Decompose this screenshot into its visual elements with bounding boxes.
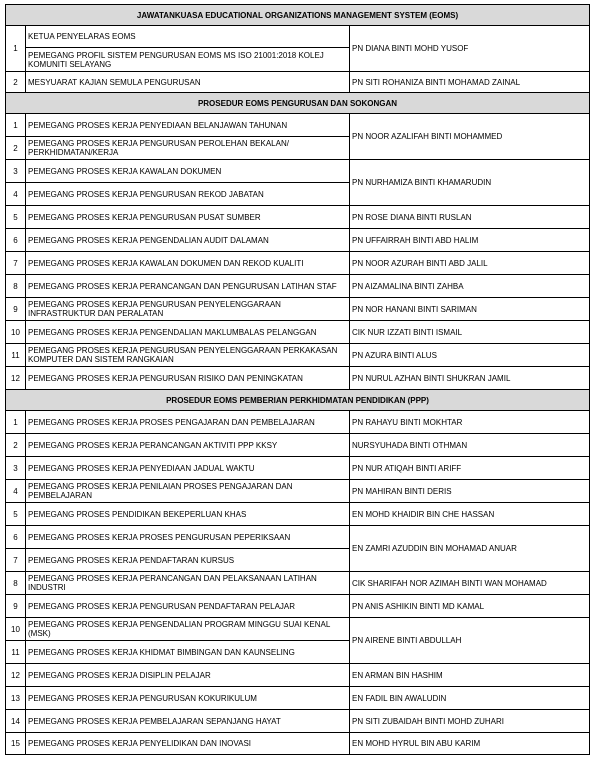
row-number: 3 (6, 457, 26, 480)
task-cell: PEMEGANG PROSES KERJA PENGURUSAN PUSAT SUMBER (26, 206, 350, 229)
row-number: 7 (6, 549, 26, 572)
person-cell: PN NOOR AZALIFAH BINTI MOHAMMED (350, 114, 590, 160)
person-cell: EN ZAMRI AZUDDIN BIN MOHAMAD ANUAR (350, 526, 590, 572)
person-cell: EN MOHD KHAIDIR BIN CHE HASSAN (350, 503, 590, 526)
person-cell: PN NURHAMIZA BINTI KHAMARUDIN (350, 160, 590, 206)
person-cell: PN NURUL AZHAN BINTI SHUKRAN JAMIL (350, 367, 590, 390)
table-row (6, 710, 590, 733)
row-number: 2 (6, 72, 26, 93)
table-row (6, 434, 590, 457)
person-cell: PN RAHAYU BINTI MOKHTAR (350, 411, 590, 434)
row-number: 10 (6, 618, 26, 641)
person-cell: PN ANIS ASHIKIN BINTI MD KAMAL (350, 595, 590, 618)
person-cell: CIK SHARIFAH NOR AZIMAH BINTI WAN MOHAMAD (350, 572, 590, 595)
row-number: 9 (6, 595, 26, 618)
person-cell: PN DIANA BINTI MOHD YUSOF (350, 26, 590, 72)
row-number: 1 (6, 114, 26, 137)
task-cell: PEMEGANG PROSES KERJA PERANCANGAN AKTIVITI PPP KKSY (26, 434, 350, 457)
task-cell: PEMEGANG PROSES KERJA DISIPLIN PELAJAR (26, 664, 350, 687)
task-cell: PEMEGANG PROSES KERJA PROSES PENGAJARAN DAN PEMBELAJARAN (26, 411, 350, 434)
row-number: 1 (6, 411, 26, 434)
row-number: 12 (6, 664, 26, 687)
row-number: 6 (6, 526, 26, 549)
task-cell: PEMEGANG PROSES KERJA PERANCANGAN DAN PELAKSANAAN LATIHAN INDUSTRI (26, 572, 350, 595)
table-row (6, 206, 590, 229)
row-number: 4 (6, 480, 26, 503)
task-cell: PEMEGANG PROSES KERJA PENDAFTARAN KURSUS (26, 549, 350, 572)
person-cell: PN SITI ZUBAIDAH BINTI MOHD ZUHARI (350, 710, 590, 733)
table-row (6, 72, 590, 93)
person-cell: PN AIZAMALINA BINTI ZAHBA (350, 275, 590, 298)
table-row (6, 687, 590, 710)
row-number: 15 (6, 733, 26, 755)
person-cell: PN UFFAIRRAH BINTI ABD HALIM (350, 229, 590, 252)
task-cell: PEMEGANG PROSES KERJA PENGURUSAN PENDAFTARAN PELAJAR (26, 595, 350, 618)
table-row (6, 526, 590, 549)
row-number: 12 (6, 367, 26, 390)
table-row (6, 114, 590, 137)
row-number: 10 (6, 321, 26, 344)
task-cell: PEMEGANG PROSES KERJA KAWALAN DOKUMEN DAN REKOD KUALITI (26, 252, 350, 275)
task-cell: PEMEGANG PROSES KERJA PROSES PENGURUSAN PEPERIKSAAN (26, 526, 350, 549)
committee-table (5, 4, 590, 755)
row-number: 4 (6, 183, 26, 206)
person-cell: PN NOOR AZURAH BINTI ABD JALIL (350, 252, 590, 275)
person-cell: PN AZURA BINTI ALUS (350, 344, 590, 367)
person-cell: PN ROSE DIANA BINTI RUSLAN (350, 206, 590, 229)
task-cell: PEMEGANG PROSES KERJA PENGURUSAN PENYELENGGARAAN INFRASTRUKTUR DAN PERALATAN (26, 298, 350, 321)
person-cell: PN MAHIRAN BINTI DERIS (350, 480, 590, 503)
person-cell: PN AIRENE BINTI ABDULLAH (350, 618, 590, 664)
task-cell: PEMEGANG PROSES KERJA PENYEDIAAN BELANJAWAN TAHUNAN (26, 114, 350, 137)
row-number: 3 (6, 160, 26, 183)
row-number: 5 (6, 503, 26, 526)
section-title: JAWATANKUASA EDUCATIONAL ORGANIZATIONS MANAGEMENT SYSTEM (EOMS) (6, 5, 590, 26)
table-row (6, 503, 590, 526)
task-cell: PEMEGANG PROSES KERJA PENGURUSAN PENYELENGGARAAN PERKAKASAN KOMPUTER DAN SISTEM RANGKAIAN (26, 344, 350, 367)
task-cell: PEMEGANG PROSES KERJA PENGENDALIAN PROGRAM MINGGU SUAI KENAL (MSK) (26, 618, 350, 641)
table-row (6, 618, 590, 641)
table-row (6, 252, 590, 275)
task-cell: PEMEGANG PROSES KERJA PENGURUSAN KOKURIKULUM (26, 687, 350, 710)
person-cell: EN FADIL BIN AWALUDIN (350, 687, 590, 710)
table-row (6, 595, 590, 618)
row-number: 1 (6, 26, 26, 72)
person-cell: CIK NUR IZZATI BINTI ISMAIL (350, 321, 590, 344)
table-row (6, 457, 590, 480)
table-row (6, 26, 590, 48)
section-title: PROSEDUR EOMS PEMBERIAN PERKHIDMATAN PENDIDIKAN (PPP) (6, 390, 590, 411)
table-row (6, 275, 590, 298)
table-row (6, 480, 590, 503)
table-row (6, 367, 590, 390)
task-cell: PEMEGANG PROSES KERJA PENGURUSAN REKOD JABATAN (26, 183, 350, 206)
task-cell: PEMEGANG PROSES PENDIDIKAN BEKEPERLUAN KHAS (26, 503, 350, 526)
task-cell: PEMEGANG PROSES KERJA PENGURUSAN RISIKO DAN PENINGKATAN (26, 367, 350, 390)
person-cell: PN SITI ROHANIZA BINTI MOHAMAD ZAINAL (350, 72, 590, 93)
table-row (6, 344, 590, 367)
row-number: 9 (6, 298, 26, 321)
table-row (6, 733, 590, 755)
task-cell: PEMEGANG PROSES KERJA PENGENDALIAN MAKLUMBALAS PELANGGAN (26, 321, 350, 344)
task-cell: KETUA PENYELARAS EOMS (26, 26, 350, 48)
person-cell: NURSYUHADA BINTI OTHMAN (350, 434, 590, 457)
task-cell: PEMEGANG PROSES KERJA PENYELIDIKAN DAN INOVASI (26, 733, 350, 755)
person-cell: EN ARMAN BIN HASHIM (350, 664, 590, 687)
task-cell: PEMEGANG PROSES KERJA PENYEDIAAN JADUAL WAKTU (26, 457, 350, 480)
table-row (6, 160, 590, 183)
table-row (6, 229, 590, 252)
section-header-row (6, 390, 590, 411)
task-cell: PEMEGANG PROSES KERJA PENGENDALIAN AUDIT DALAMAN (26, 229, 350, 252)
person-cell: PN NOR HANANI BINTI SARIMAN (350, 298, 590, 321)
row-number: 8 (6, 275, 26, 298)
task-cell: MESYUARAT KAJIAN SEMULA PENGURUSAN (26, 72, 350, 93)
task-cell: PEMEGANG PROSES KERJA KAWALAN DOKUMEN (26, 160, 350, 183)
table-row (6, 321, 590, 344)
row-number: 5 (6, 206, 26, 229)
task-cell: PEMEGANG PROSES KERJA PENGURUSAN PEROLEHAN BEKALAN/ PERKHIDMATAN/KERJA (26, 137, 350, 160)
task-cell: PEMEGANG PROFIL SISTEM PENGURUSAN EOMS MS ISO 21001:2018 KOLEJ KOMUNITI SELAYANG (26, 48, 350, 72)
task-cell: PEMEGANG PROSES KERJA KHIDMAT BIMBINGAN DAN KAUNSELING (26, 641, 350, 664)
row-number: 7 (6, 252, 26, 275)
table-row (6, 572, 590, 595)
row-number: 2 (6, 434, 26, 457)
row-number: 11 (6, 641, 26, 664)
row-number: 11 (6, 344, 26, 367)
task-cell: PEMEGANG PROSES KERJA PERANCANGAN DAN PENGURUSAN LATIHAN STAF (26, 275, 350, 298)
task-cell: PEMEGANG PROSES KERJA PENILAIAN PROSES PENGAJARAN DAN PEMBELAJARAN (26, 480, 350, 503)
task-cell: PEMEGANG PROSES KERJA PEMBELAJARAN SEPANJANG HAYAT (26, 710, 350, 733)
section-header-row (6, 5, 590, 26)
row-number: 13 (6, 687, 26, 710)
row-number: 8 (6, 572, 26, 595)
table-row (6, 298, 590, 321)
person-cell: PN NUR ATIQAH BINTI ARIFF (350, 457, 590, 480)
row-number: 6 (6, 229, 26, 252)
row-number: 2 (6, 137, 26, 160)
table-row (6, 411, 590, 434)
section-title: PROSEDUR EOMS PENGURUSAN DAN SOKONGAN (6, 93, 590, 114)
section-header-row (6, 93, 590, 114)
row-number: 14 (6, 710, 26, 733)
table-row (6, 664, 590, 687)
person-cell: EN MOHD HYRUL BIN ABU KARIM (350, 733, 590, 755)
